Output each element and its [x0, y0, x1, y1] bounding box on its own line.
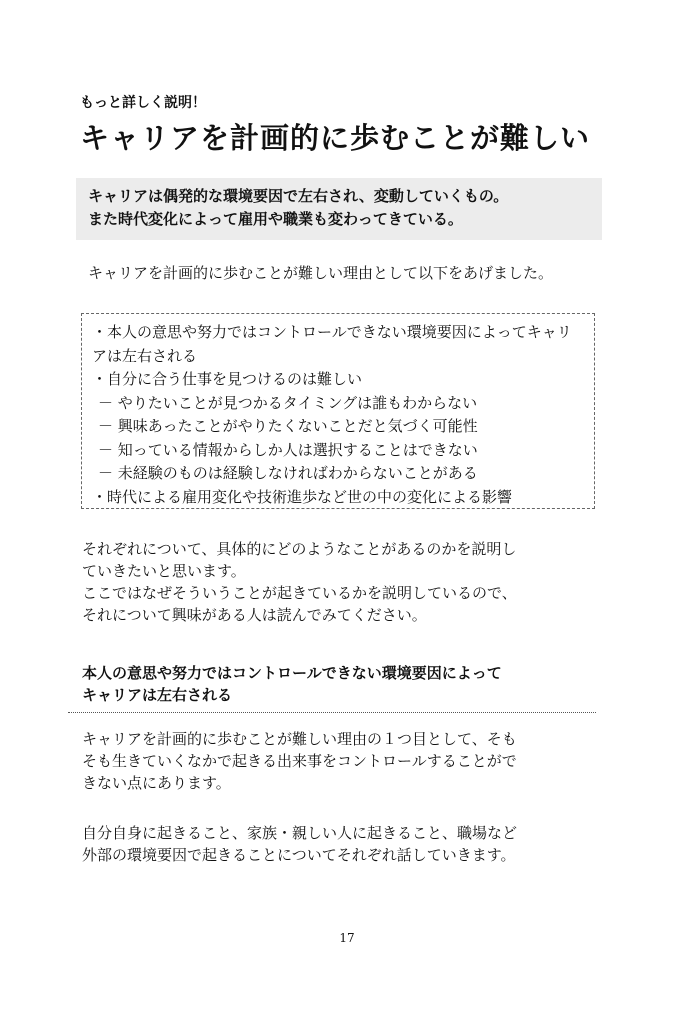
reason-item: ・時代による雇用変化や技術進歩など世の中の変化による影響	[92, 487, 513, 506]
summary-line: キャリアは偶発的な環境要因で左右され、変動していくもの。	[88, 187, 509, 205]
paragraph-line: それについて興味がある人は読んでみてください。	[82, 606, 427, 624]
section-kicker: もっと詳しく説明！	[80, 95, 206, 111]
section-body-paragraph	[82, 822, 592, 866]
reason-subitem: － やりたいことが見つかるタイミングは誰もわからない	[98, 393, 478, 412]
reason-item: ・自分に合う仕事を見つけるのは難しい	[92, 370, 363, 388]
paragraph-line: きない点にあります。	[82, 774, 231, 792]
section-body-paragraph	[82, 728, 592, 794]
paragraph-line: ていきたいと思います。	[82, 562, 246, 580]
reason-subitem: － 興味あったことがやりたくないことだと気づく可能性	[98, 417, 478, 435]
dotted-divider	[68, 712, 596, 713]
page-title: キャリアを計画的に歩むことが難しい	[80, 121, 591, 155]
paragraph-line: ここではなぜそういうことが起きているかを説明しているので、	[82, 584, 517, 602]
reason-item: ・本人の意思や努力ではコントロールできない環境要因によってキャリアは左右される	[92, 323, 572, 365]
section-heading	[82, 662, 602, 706]
summary-box	[76, 178, 602, 240]
reason-subitem: － 知っている情報からしか人は選択することはできない	[98, 440, 478, 459]
reason-subitem: － 未経験のものは経験しなければわからないことがある	[98, 464, 478, 482]
heading-line: キャリアは左右される	[82, 686, 233, 704]
reasons-box	[81, 313, 595, 509]
summary-line: また時代変化によって雇用や職業も変わってきている。	[88, 210, 463, 228]
intro-text: キャリアを計画的に歩むことが難しい理由として以下をあげました。	[88, 264, 554, 282]
paragraph-line: そも生きていくなかで起きる出来事をコントロールすることがで	[82, 752, 517, 770]
paragraph-line: キャリアを計画的に歩むことが難しい理由の１つ目として、そも	[82, 730, 517, 748]
heading-line: 本人の意思や努力ではコントロールできない環境要因によって	[82, 664, 502, 682]
page-number: 17	[339, 931, 355, 945]
paragraph-line: それぞれについて、具体的にどのようなことがあるのかを説明し	[82, 540, 517, 558]
paragraph-line: 自分自身に起きること、家族・親しい人に起きること、職場など	[82, 824, 518, 842]
explanation-paragraph	[82, 538, 592, 626]
paragraph-line: 外部の環境要因で起きることについてそれぞれ話していきます。	[82, 846, 516, 864]
